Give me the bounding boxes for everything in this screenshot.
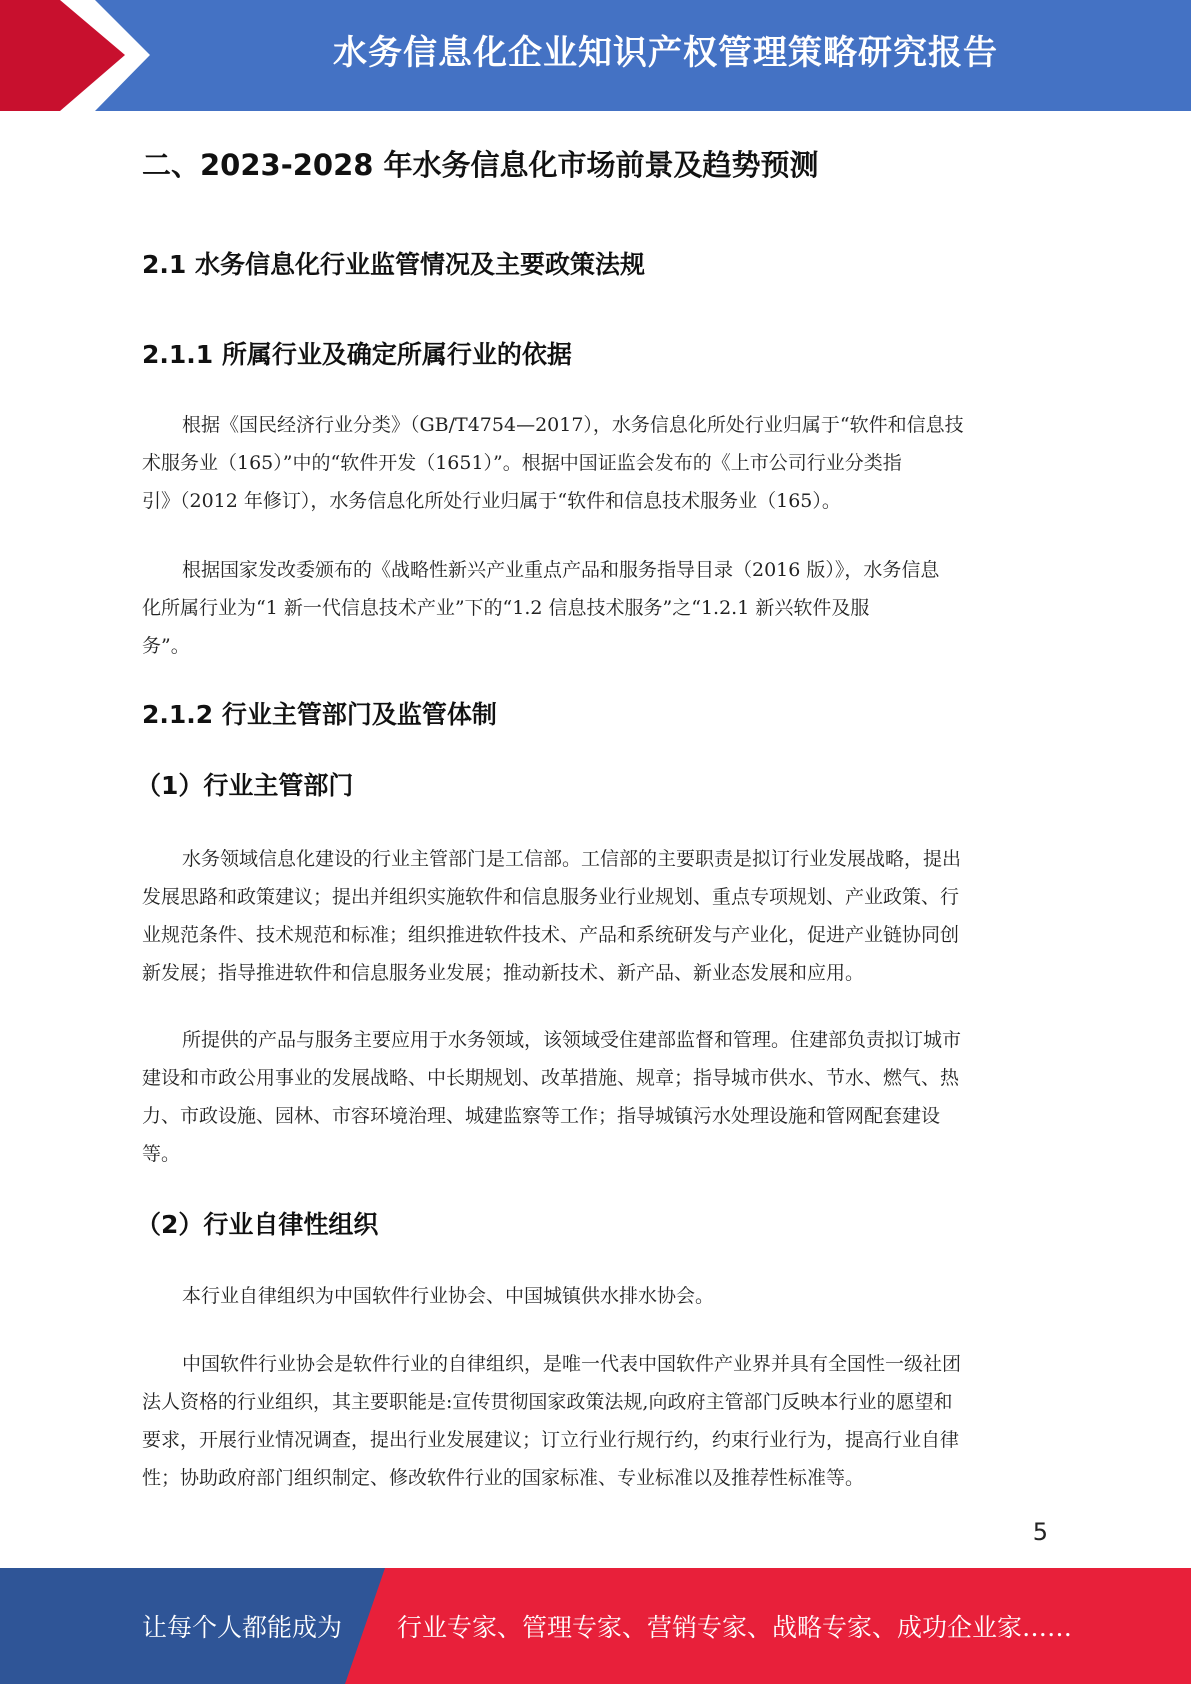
section-heading: 2.1 水务信息化行业监管情况及主要政策法规	[142, 250, 645, 279]
report-title: 水务信息化企业知识产权管理策略研究报告	[333, 33, 998, 73]
paragraph-3: 水务领域信息化建设的行业主管部门是工信部。工信部的主要职责是拟订行业发展战略，提出 发展思路和政策建议；提出并组织实施软件和信息服务业行业规划、重点专项规划、产业政策、行 业规范条件、技术规范和标准；组织推进软件技术、产品和系统研发与产业化，促进产业链协同创 新发展；指导推进软件和信息服务业发展；推动新技术、新产品、新业态发展和应用。	[142, 848, 962, 984]
header-arrow-decoration	[0, 0, 160, 111]
footer-slogan-right: 行业专家、管理专家、营销专家、战略专家、成功企业家……	[397, 1613, 1073, 1642]
subsection-heading-1: 2.1.1 所属行业及确定所属行业的依据	[142, 340, 572, 369]
paragraph-4: 所提供的产品与服务主要应用于水务领域，该领域受住建部监督和管理。住建部负责拟订城市 建设和市政公用事业的发展战略、中长期规划、改革措施、规章；指导城市供水、节水、燃气、热 力、市政设施、园林、市容环境治理、城建监察等工作；指导城镇污水处理设施和管网配套建设 等。	[142, 1029, 962, 1165]
footer-slogan-left: 让每个人都能成为	[142, 1613, 343, 1642]
paragraph-1: 根据《国民经济行业分类》（GB/T4754—2017），水务信息化所处行业归属于“软件和信息技 术服务业（165）”中的“软件开发（1651）”。根据中国证监会发布的《上市公司行业分类指 引》（2012 年修订），水务信息化所处行业归属于“软件和信息技术服务业（165）。	[142, 414, 964, 512]
sub-item-heading-1: （1）行业主管部门	[136, 771, 354, 800]
subsection-heading-2: 2.1.2 行业主管部门及监管体制	[142, 700, 497, 729]
footer-band	[0, 1568, 1191, 1684]
header-band	[0, 0, 1191, 111]
sub-item-heading-2: （2）行业自律性组织	[136, 1210, 379, 1239]
paragraph-5: 本行业自律组织为中国软件行业协会、中国城镇供水排水协会。	[182, 1285, 715, 1307]
paragraph-2: 根据国家发改委颁布的《战略性新兴产业重点产品和服务指导目录（2016 版）》，水务信息 化所属行业为“1 新一代信息技术产业”下的“1.2 信息技术服务”之“1.2.1 新兴软件及服 务”。	[142, 559, 940, 657]
paragraph-6: 中国软件行业协会是软件行业的自律组织，是唯一代表中国软件产业界并具有全国性一级社团 法人资格的行业组织，其主要职能是:宣传贯彻国家政策法规,向政府主管部门反映本行业的愿望和 要求，开展行业情况调查，提出行业发展建议；订立行业行规行约，约束行业行为，提高行业自律 性；协助政府部门组织制定、修改软件行业的国家标准、专业标准以及推荐性标准等。	[142, 1353, 962, 1489]
page-number: 5	[1032, 1518, 1048, 1546]
chapter-heading: 二、2023-2028 年水务信息化市场前景及趋势预测	[142, 148, 819, 182]
